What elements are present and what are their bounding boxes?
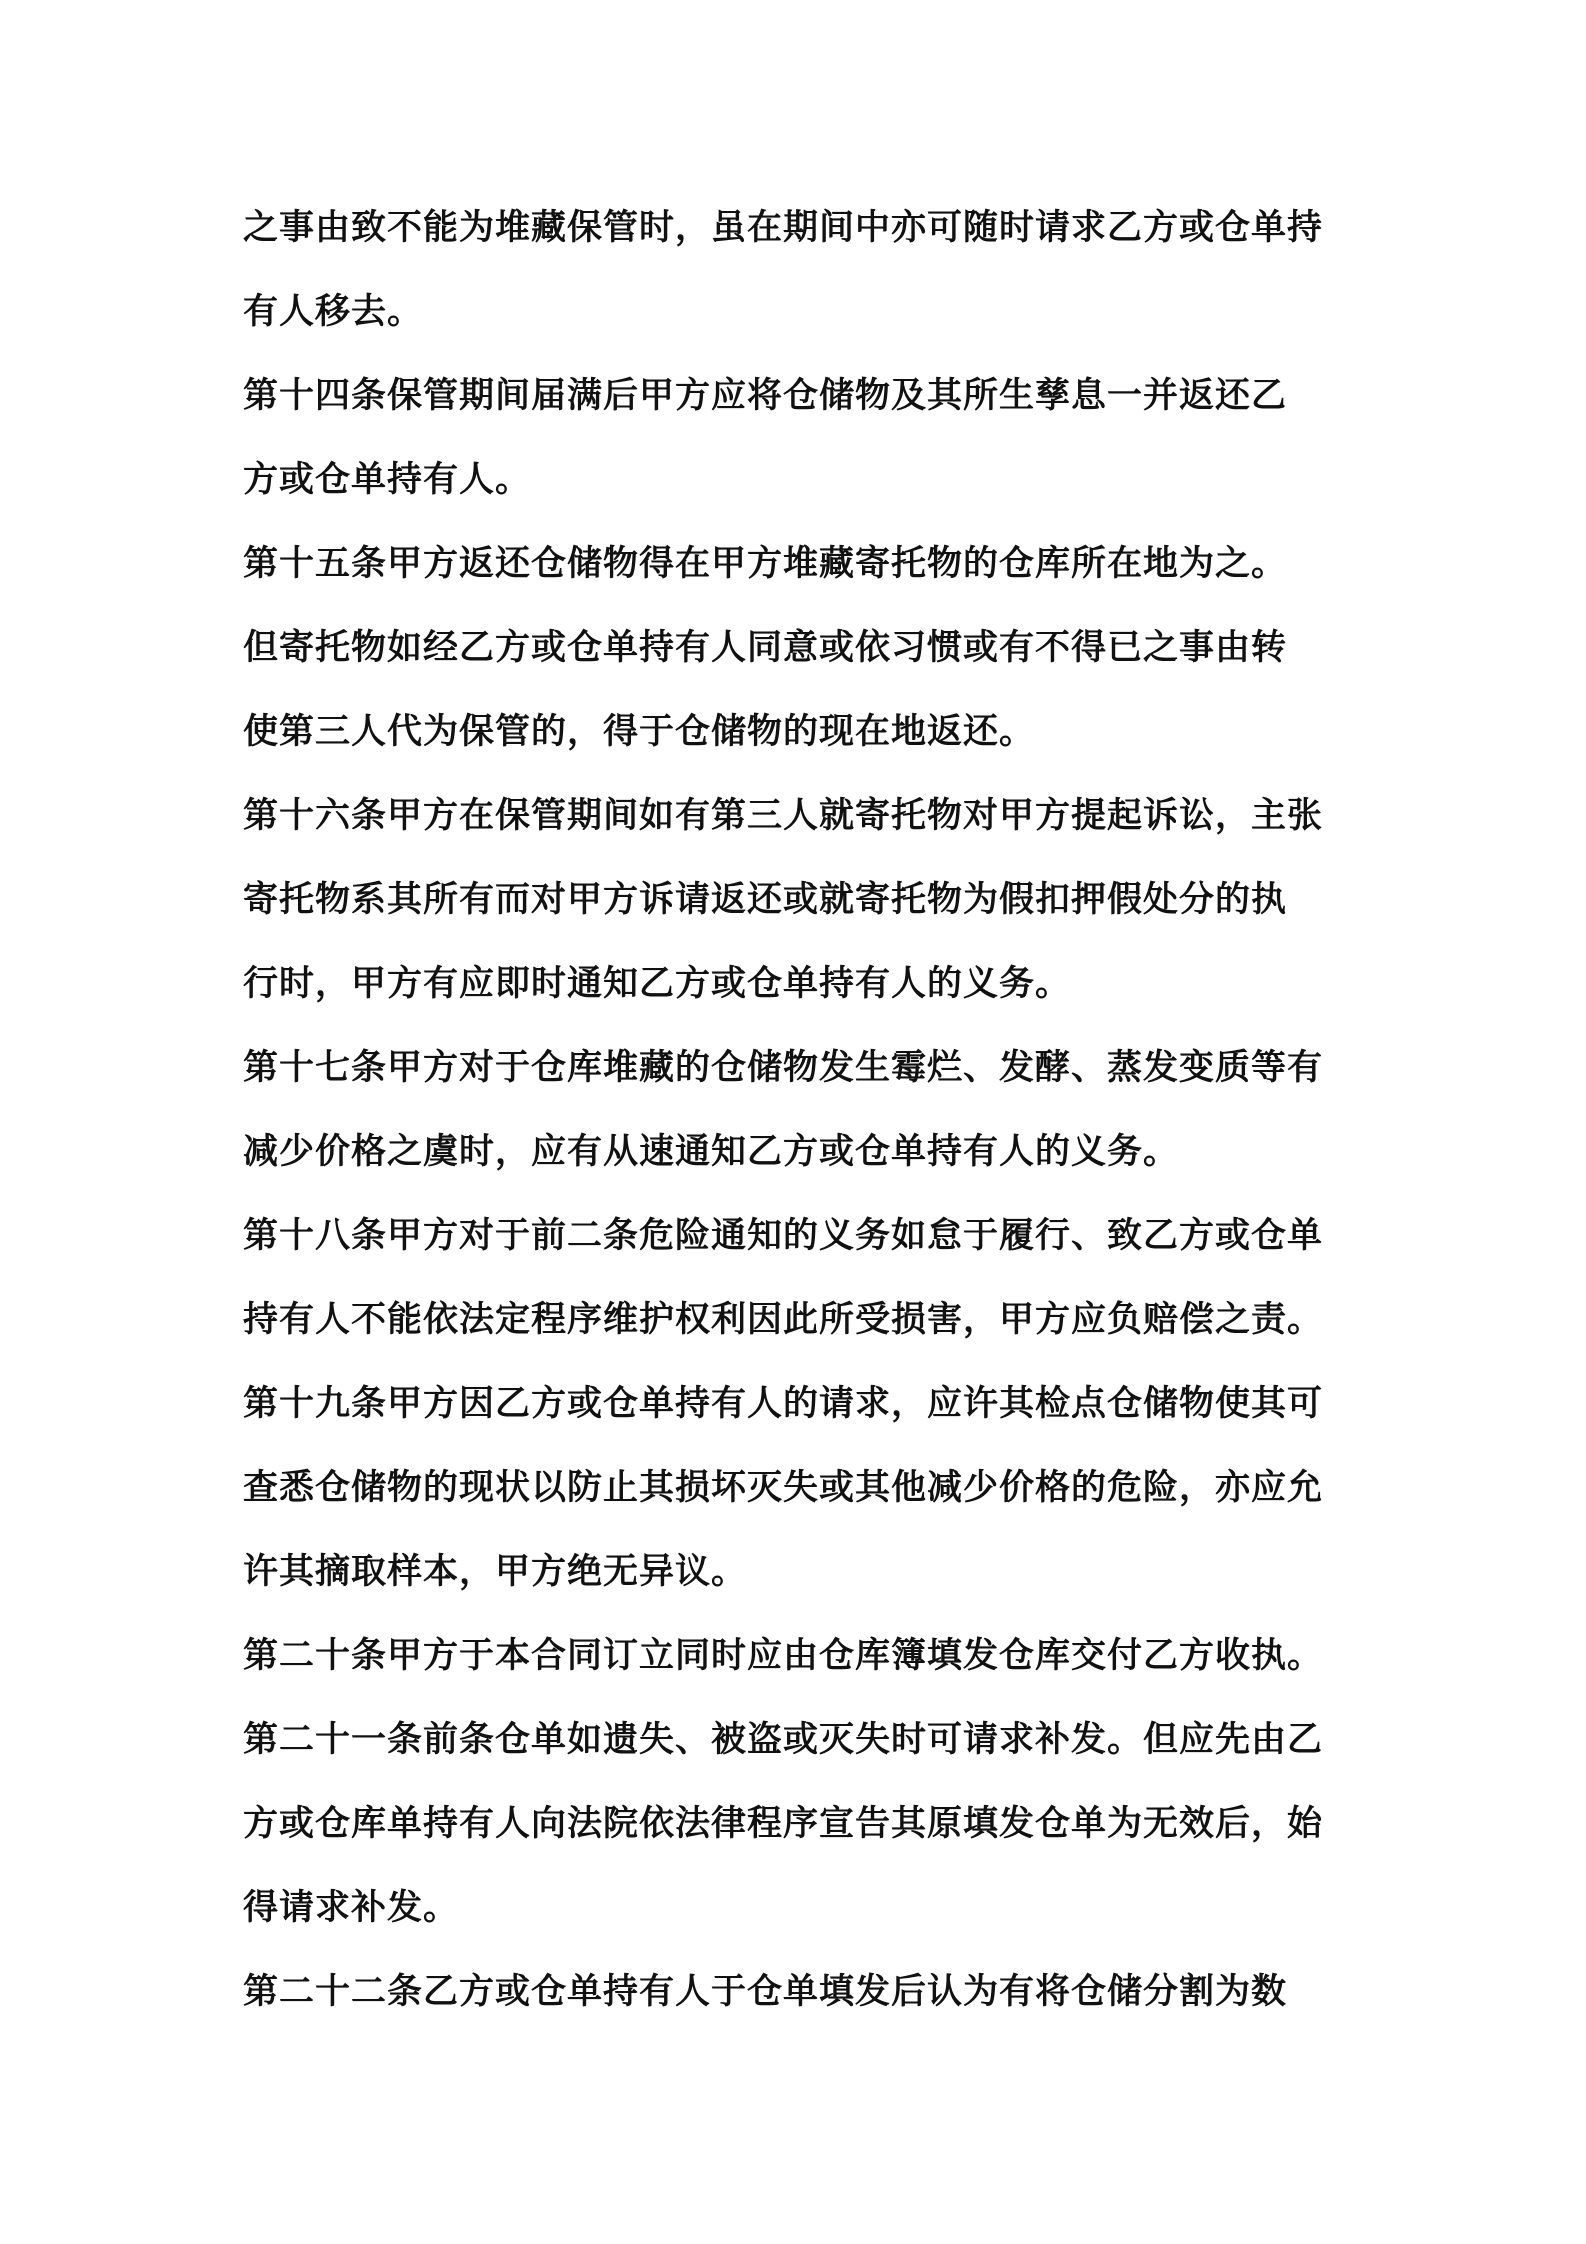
text-line: 但寄托物如经乙方或仓单持有人同意或依习惯或有不得已之事由转 <box>243 628 1288 668</box>
article-14-line: 第十四条保管期间届满后甲方应将仓储物及其所生孳息一并返还乙 <box>243 376 1288 416</box>
contract-text-block <box>243 186 1359 2034</box>
text-line: 有人移去。 <box>243 292 424 332</box>
article-18-line: 第十八条甲方对于前二条危险通知的义务如怠于履行、致乙方或仓单 <box>243 1216 1324 1256</box>
article-16-line: 第十六条甲方在保管期间如有第三人就寄托物对甲方提起诉讼，主张 <box>243 796 1324 836</box>
article-17-line: 第十七条甲方对于仓库堆藏的仓储物发生霉烂、发酵、蒸发变质等有 <box>243 1048 1324 1088</box>
text-line: 许其摘取样本，甲方绝无异议。 <box>243 1552 748 1592</box>
text-line: 之事由致不能为堆藏保管时，虽在期间中亦可随时请求乙方或仓单持 <box>243 208 1324 248</box>
article-15-line: 第十五条甲方返还仓储物得在甲方堆藏寄托物的仓库所在地为之。 <box>243 544 1288 584</box>
text-line: 方或仓库单持有人向法院依法律程序宣告其原填发仓单为无效后，始 <box>243 1804 1324 1844</box>
text-line: 持有人不能依法定程序维护权利因此所受损害，甲方应负赔偿之责。 <box>243 1300 1324 1340</box>
article-20-line: 第二十条甲方于本合同订立同时应由仓库簿填发仓库交付乙方收执。 <box>243 1636 1324 1676</box>
text-line: 行时，甲方有应即时通知乙方或仓单持有人的义务。 <box>243 964 1072 1004</box>
text-line: 查悉仓储物的现状以防止其损坏灭失或其他减少价格的危险，亦应允 <box>243 1468 1324 1508</box>
article-21-line: 第二十一条前条仓单如遗失、被盗或灭失时可请求补发。但应先由乙 <box>243 1720 1324 1760</box>
text-line: 使第三人代为保管的，得于仓储物的现在地返还。 <box>243 712 1036 752</box>
text-line: 寄托物系其所有而对甲方诉请返还或就寄托物为假扣押假处分的执 <box>243 880 1288 920</box>
text-line: 减少价格之虞时，应有从速通知乙方或仓单持有人的义务。 <box>243 1132 1180 1172</box>
article-19-line: 第十九条甲方因乙方或仓单持有人的请求，应许其检点仓储物使其可 <box>243 1384 1324 1424</box>
text-line: 得请求补发。 <box>243 1888 460 1928</box>
text-line: 方或仓单持有人。 <box>243 460 532 500</box>
article-22-line: 第二十二条乙方或仓单持有人于仓单填发后认为有将仓储分割为数 <box>243 1972 1288 2012</box>
